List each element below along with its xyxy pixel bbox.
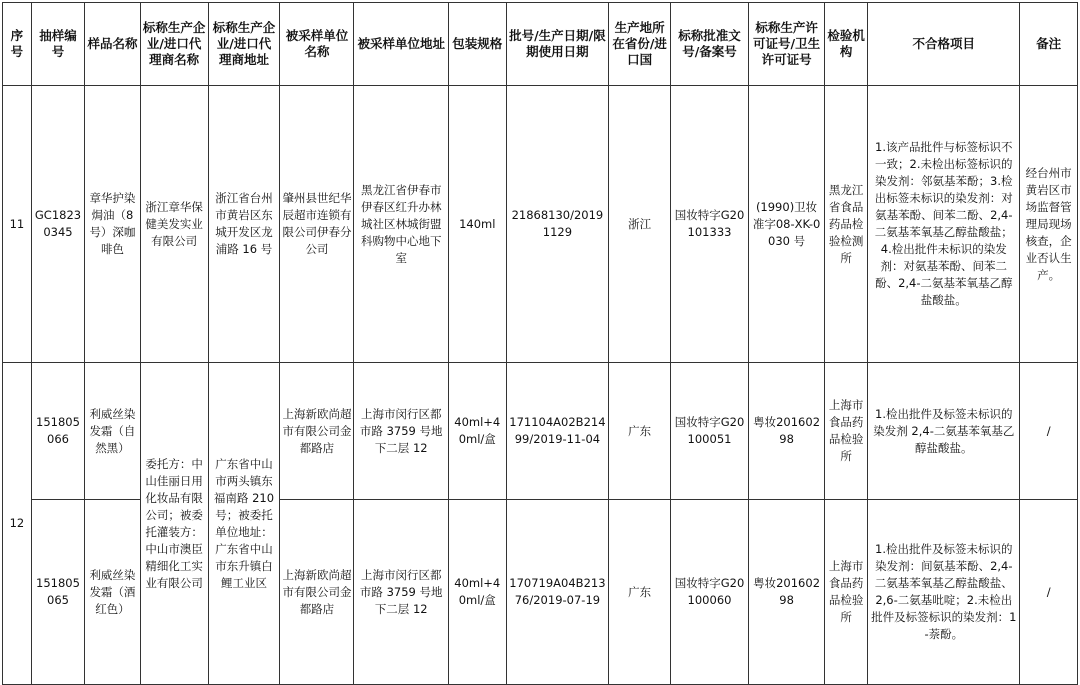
cell-note: / <box>1020 500 1078 685</box>
cell-sampled-unit: 上海新欧尚超市有限公司金都路店 <box>280 363 354 500</box>
cell-province: 浙江 <box>609 86 671 363</box>
cell-sample-no: 151805066 <box>31 363 84 500</box>
cell-sample-name: 利威丝染发霜（酒红色） <box>85 500 140 685</box>
header-sample-no: 抽样编号 <box>31 3 84 86</box>
cell-batch: 21868130/20191129 <box>506 86 609 363</box>
cell-inspector: 上海市食品药品检验所 <box>825 500 868 685</box>
cell-sampled-unit: 上海新欧尚超市有限公司金都路店 <box>280 500 354 685</box>
table-row <box>3 86 1078 363</box>
cell-inspector: 上海市食品药品检验所 <box>825 363 868 500</box>
cell-province: 广东 <box>609 363 671 500</box>
cell-license-no: (1990)卫妆准字08-XK-0030 号 <box>749 86 825 363</box>
cell-sample-no: GC18230345 <box>31 86 84 363</box>
cell-note: / <box>1020 363 1078 500</box>
header-sampled-unit-address: 被采样单位地址 <box>354 3 449 86</box>
cell-sampled-unit-address: 上海市闵行区都市路 3759 号地下二层 12 <box>354 363 449 500</box>
cell-province: 广东 <box>609 500 671 685</box>
header-sample-name: 样品名称 <box>85 3 140 86</box>
cell-maker-address: 浙江省台州市黄岩区东城开发区龙浦路 16 号 <box>208 86 280 363</box>
header-province: 生产地所在省份/进口国 <box>609 3 671 86</box>
cell-maker: 委托方：中山佳丽日用化妆品有限公司；被委托灌装方：中山市澳臣精细化工实业有限公司 <box>140 363 208 685</box>
cell-inspector: 黑龙江省食品药品检验检测所 <box>825 86 868 363</box>
cell-sample-no: 151805065 <box>31 500 84 685</box>
cell-index: 12 <box>3 363 32 685</box>
cell-sample-name: 章华护染焗油（8号）深咖啡色 <box>85 86 140 363</box>
results-table <box>2 2 1078 685</box>
cell-approval-no: 国妆特字G20101333 <box>670 86 748 363</box>
cell-approval-no: 国妆特字G20100051 <box>670 363 748 500</box>
cell-failed-items: 1.该产品批件与标签标识不一致；2.未检出标签标识的染发剂：邻氨基苯酚；3.检出标签未标识的染发剂：对氨基苯酚、间苯二酚、2,4-二氨基苯氧基乙醇盐酸盐；4.检出批件未标识的染发剂：对氨基苯酚、间苯二酚、2,4-二氨基苯氧基乙醇盐酸盐。 <box>868 86 1020 363</box>
cell-license-no: 粤妆20160298 <box>749 363 825 500</box>
cell-batch: 171104A02B21499/2019-11-04 <box>506 363 609 500</box>
table-row <box>3 363 1078 500</box>
header-inspector: 检验机构 <box>825 3 868 86</box>
header-note: 备注 <box>1020 3 1078 86</box>
header-failed-items: 不合格项目 <box>868 3 1020 86</box>
cell-approval-no: 国妆特字G20100060 <box>670 500 748 685</box>
cell-sample-name: 利威丝染发霜（自然黑） <box>85 363 140 500</box>
cell-batch: 170719A04B21376/2019-07-19 <box>506 500 609 685</box>
cell-note: 经台州市黄岩区市场监督管理局现场核查，企业否认生产。 <box>1020 86 1078 363</box>
cell-package-spec: 40ml+40ml/盒 <box>448 363 506 500</box>
header-sampled-unit: 被采样单位名称 <box>280 3 354 86</box>
cell-sampled-unit-address: 上海市闵行区都市路 3759 号地下二层 12 <box>354 500 449 685</box>
cell-failed-items: 1.检出批件及标签未标识的染发剂：间氨基苯酚、2,4-二氨基苯氧基乙醇盐酸盐、2,6-二氨基吡啶；2.未检出批件及标签标识的染发剂：1-萘酚。 <box>868 500 1020 685</box>
cell-license-no: 粤妆20160298 <box>749 500 825 685</box>
cell-maker-address: 广东省中山市两头镇东福南路 210 号；被委托单位地址：广东省中山市东升镇白鲤工业区 <box>208 363 280 685</box>
cell-package-spec: 40ml+40ml/盒 <box>448 500 506 685</box>
header-index: 序号 <box>3 3 32 86</box>
cell-maker: 浙江章华保健美发实业有限公司 <box>140 86 208 363</box>
cell-failed-items: 1.检出批件及标签未标识的染发剂 2,4-二氨基苯氧基乙醇盐酸盐。 <box>868 363 1020 500</box>
header-package-spec: 包装规格 <box>448 3 506 86</box>
cell-package-spec: 140ml <box>448 86 506 363</box>
header-maker: 标称生产企业/进口代理商名称 <box>140 3 208 86</box>
cell-sampled-unit-address: 黑龙江省伊春市伊春区红升办林城社区林城街盟科购物中心地下室 <box>354 86 449 363</box>
header-approval-no: 标称批准文号/备案号 <box>670 3 748 86</box>
header-row <box>3 3 1078 86</box>
header-license-no: 标称生产许可证号/卫生许可证号 <box>749 3 825 86</box>
header-batch: 批号/生产日期/限期使用日期 <box>506 3 609 86</box>
cell-index: 11 <box>3 86 32 363</box>
header-maker-address: 标称生产企业/进口代理商地址 <box>208 3 280 86</box>
cell-sampled-unit: 肇州县世纪华辰超市连锁有限公司伊春分公司 <box>280 86 354 363</box>
